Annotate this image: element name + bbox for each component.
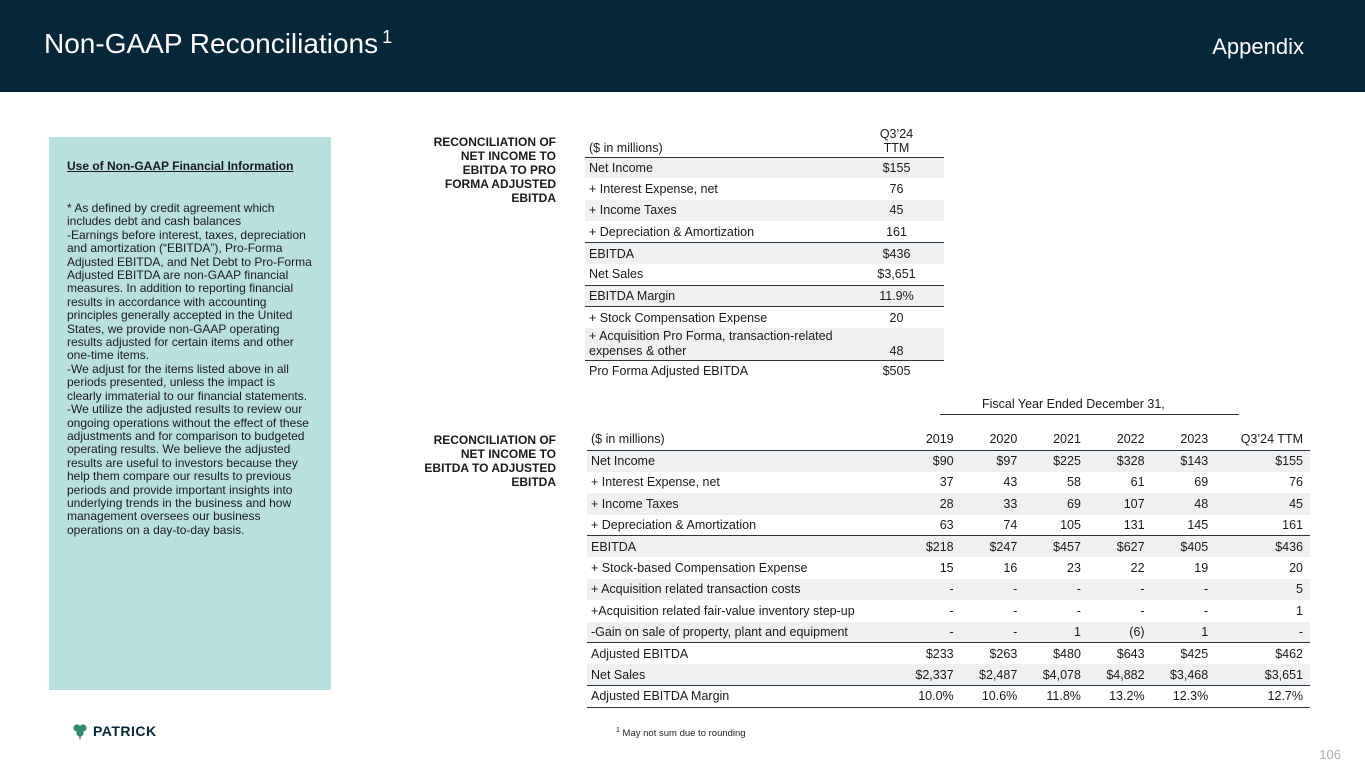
table-row: Net Income $155 xyxy=(585,157,944,178)
recon2-table xyxy=(587,429,1310,708)
table-row: Net Sales $3,651 xyxy=(585,264,944,285)
table-row: + Depreciation & Amortization 161 xyxy=(585,221,944,242)
table-header-row xyxy=(587,429,1310,450)
table-row: EBITDA $218 $247 $457 $627 $405 $436 xyxy=(587,536,1310,557)
recon1-label: RECONCILIATION OF NET INCOME TO EBITDA TO PRO FORMA ADJUSTED EBITDA xyxy=(433,135,556,205)
info-box-title: Use of Non-GAAP Financial Information xyxy=(67,159,294,173)
column-header: 2021 xyxy=(1024,429,1088,450)
fiscal-year-header: Fiscal Year Ended December 31, xyxy=(940,397,1239,415)
table-row: Pro Forma Adjusted EBITDA $505 xyxy=(589,364,911,379)
column-header: 2019 xyxy=(897,429,961,450)
units-label: ($ in millions) xyxy=(587,429,897,450)
table-row: Adjusted EBITDA $233 $263 $480 $643 $425 $462 xyxy=(591,646,1303,661)
table-row: + Interest Expense, net 76 xyxy=(589,182,904,197)
table-row: + Depreciation & Amortization 63 74 105 131 145 161 xyxy=(587,515,1310,536)
column-header: Q3’24 TTM xyxy=(1215,429,1310,450)
table-row: + Acquisition Pro Forma, transaction-related expenses & other 48 xyxy=(585,328,944,360)
footnote: $^1$ May not sum due to rounding xyxy=(616,727,746,740)
table-row: Net Income $90 $97 $225 $328 $143 $155 xyxy=(587,450,1310,471)
non-gaap-info-box xyxy=(49,137,331,690)
units-label: ($ in millions) xyxy=(585,125,849,157)
recon2-label: RECONCILIATION OF NET INCOME TO EBITDA TO ADJUSTED EBITDA xyxy=(424,433,556,489)
table-row: + Income Taxes 28 33 69 107 48 45 xyxy=(587,493,1310,514)
shamrock-icon xyxy=(71,723,89,739)
table-row: +Acquisition related fair-value inventory step-up - - - - - 1 xyxy=(591,603,1303,618)
table-row: + Stock-based Compensation Expense 15 16 23 22 19 20 xyxy=(591,561,1303,576)
table-row: + Stock Compensation Expense 20 xyxy=(589,310,904,325)
table-row: EBITDA Margin 11.9% xyxy=(585,285,944,306)
patrick-logo xyxy=(71,723,157,739)
info-box-body: * As defined by credit agreement which includes debt and cash balances -Earnings before interest, taxes, depreciation and amortization (“EBITDA”), Pro-Forma Adjusted EBITDA, and Net Debt to Pro-Forma Adjusted EBITDA are non-GAAP financial measures. In addition to reporting financial results in accordance with accounting principles generally accepted in the United States, we provide non-GAAP operating results adjusted for certain items and other one-time items. -We adjust for the items listed above in all periods presented, unless the impact is clearly immaterial to our financial statements. -We utilize the adjusted results to review our ongoing operations without the effect of these adjustments and for comparison to budgeted operating results. We believe the adjusted results are useful to investors because they help them compare our results to previous periods and provide important insights into underlying trends in the business and how management oversees our business operations on a day-to-day basis. xyxy=(67,201,312,537)
table-row: EBITDA $436 xyxy=(585,243,944,264)
page-title: Non-GAAP Reconciliations $^1$ xyxy=(44,27,393,59)
column-header: 2022 xyxy=(1088,429,1152,450)
column-header: 2023 xyxy=(1152,429,1216,450)
table-row: Net Sales $2,337 $2,487 $4,078 $4,882 $3,468 $3,651 xyxy=(587,664,1310,685)
column-header: 2020 xyxy=(961,429,1025,450)
recon1-table xyxy=(585,125,944,382)
logo-text: PATRICK xyxy=(93,723,157,739)
table-row: + Income Taxes 45 xyxy=(585,200,944,221)
table-header-row xyxy=(585,125,944,157)
section-label: Appendix xyxy=(1212,34,1304,59)
column-header: Q3’24 TTM xyxy=(849,125,944,157)
table-row: + Interest Expense, net 37 43 58 61 69 76 xyxy=(591,475,1303,490)
table-row: Adjusted EBITDA Margin 10.0% 10.6% 11.8% 13.2% 12.3% 12.7% xyxy=(587,686,1310,707)
table-row: + Acquisition related transaction costs - - - - - 5 xyxy=(587,579,1310,600)
table-row: -Gain on sale of property, plant and equipment - - 1 (6) 1 - xyxy=(587,622,1310,643)
title-footnote-marker: 1 xyxy=(382,27,393,47)
header-bar xyxy=(0,0,1365,92)
page-number: 106 xyxy=(1319,747,1341,762)
